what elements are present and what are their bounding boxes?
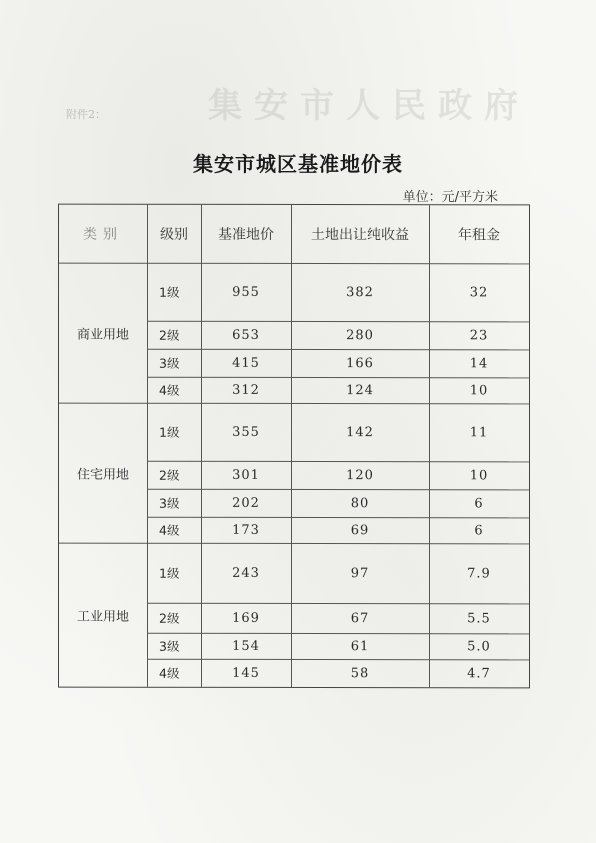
row-net-income: 61 [350, 638, 370, 654]
faded-government-header: 集安市人民政府 [208, 86, 530, 126]
row-level: 4级 [159, 522, 180, 538]
header-net-income: 土地出让纯收益 [311, 227, 409, 244]
row-base-price: 154 [232, 638, 260, 654]
row-annual-rent: 23 [469, 327, 489, 343]
row-base-price: 243 [232, 565, 260, 581]
category-commercial: 商业用地 [76, 327, 129, 343]
row-level: 1级 [159, 284, 180, 300]
row-net-income: 382 [346, 284, 374, 300]
document-title: 集安市城区基准地价表 [193, 152, 403, 176]
header-base-price: 基准地价 [218, 226, 274, 243]
row-base-price: 653 [232, 327, 260, 343]
row-annual-rent: 11 [469, 424, 489, 440]
row-annual-rent: 5.5 [467, 610, 491, 626]
row-level: 1级 [159, 565, 180, 581]
row-net-income: 80 [350, 495, 370, 511]
row-level: 1级 [159, 424, 180, 440]
row-base-price: 169 [232, 610, 260, 626]
row-base-price: 415 [232, 355, 260, 371]
row-annual-rent: 6 [474, 522, 484, 538]
row-level: 3级 [159, 355, 180, 371]
row-level: 2级 [159, 467, 180, 483]
row-annual-rent: 10 [469, 467, 489, 483]
row-annual-rent: 10 [469, 382, 489, 398]
row-level: 3级 [159, 495, 180, 511]
row-base-price: 301 [232, 467, 260, 483]
row-net-income: 97 [350, 565, 370, 581]
row-base-price: 173 [232, 522, 260, 538]
header-level: 级别 [160, 226, 188, 243]
row-level: 2级 [159, 610, 180, 626]
land-price-table [58, 204, 530, 689]
row-net-income: 69 [350, 522, 370, 538]
row-net-income: 280 [346, 327, 374, 343]
row-net-income: 58 [350, 665, 370, 681]
category-residential: 住宅用地 [76, 467, 129, 483]
row-base-price: 312 [232, 382, 260, 398]
row-base-price: 355 [232, 424, 260, 440]
header-annual-rent: 年租金 [458, 227, 500, 244]
row-net-income: 142 [346, 424, 374, 440]
category-industrial: 工业用地 [76, 609, 129, 625]
row-level: 4级 [159, 665, 180, 681]
row-annual-rent: 4.7 [467, 665, 491, 681]
row-base-price: 145 [232, 665, 260, 681]
row-level: 2级 [159, 327, 180, 343]
row-annual-rent: 14 [469, 355, 489, 371]
faded-attachment-label: 附件2： [66, 108, 106, 121]
row-base-price: 202 [232, 495, 260, 511]
row-net-income: 120 [346, 467, 374, 483]
row-level: 3级 [159, 638, 180, 654]
row-annual-rent: 7.9 [467, 565, 491, 581]
row-level: 4级 [159, 382, 180, 398]
row-annual-rent: 6 [474, 495, 484, 511]
row-base-price: 955 [232, 284, 260, 300]
header-category: 类别 [83, 226, 123, 243]
row-annual-rent: 5.0 [467, 638, 491, 654]
row-net-income: 166 [346, 355, 374, 371]
row-net-income: 67 [350, 610, 370, 626]
row-net-income: 124 [346, 382, 374, 398]
row-annual-rent: 32 [469, 284, 489, 300]
unit-label: 单位：元/平方米 [402, 190, 498, 205]
